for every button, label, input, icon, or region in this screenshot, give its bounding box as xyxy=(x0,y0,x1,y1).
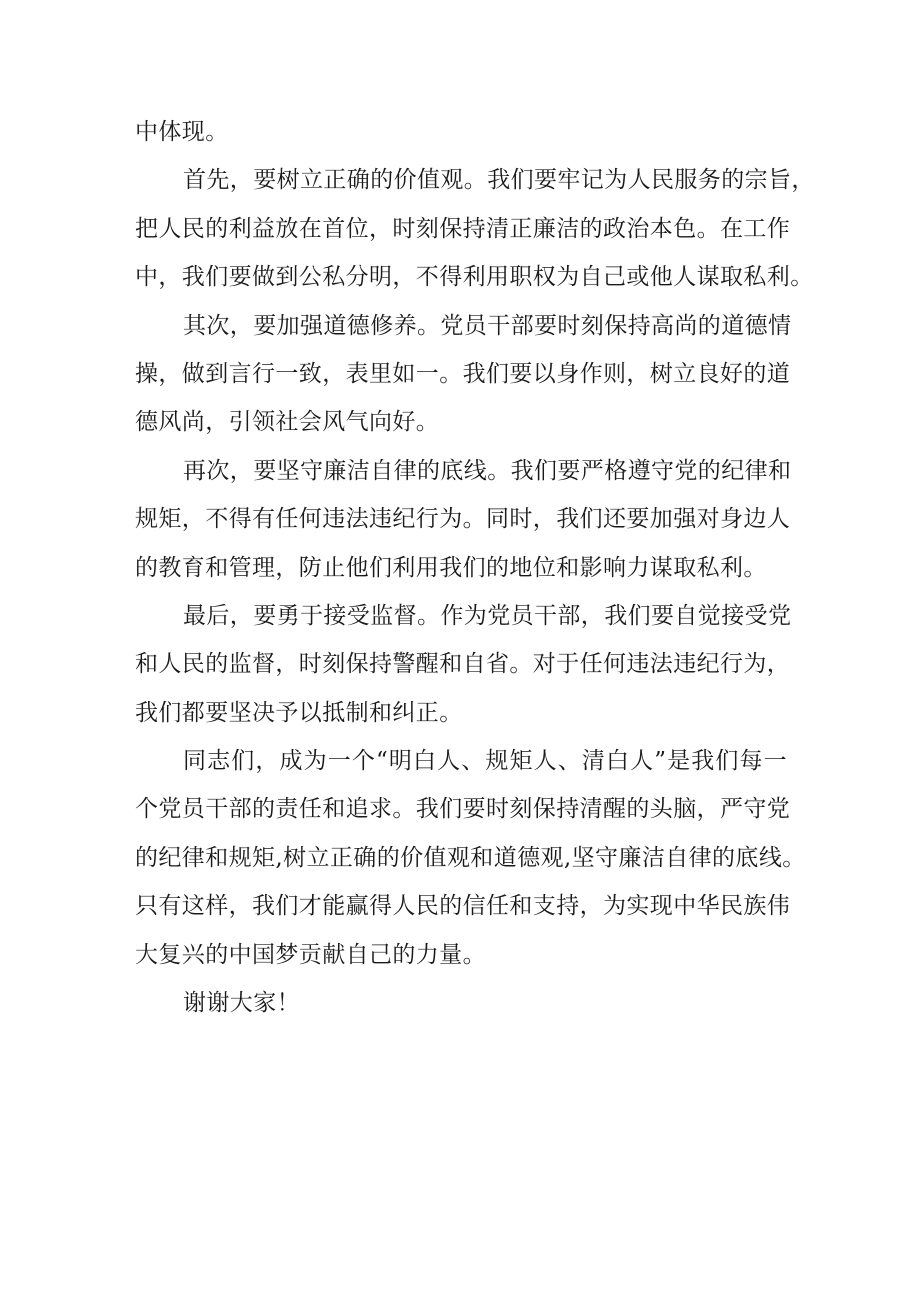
text-line: 操，做到言行一致，表里如一。我们要以身作则，树立良好的道 xyxy=(135,360,791,387)
paragraph-conclusion xyxy=(135,737,806,979)
text-line: 中体现。 xyxy=(135,119,229,145)
paragraph-closing xyxy=(135,979,787,1027)
text-line: 大复兴的中国梦贡献自己的力量。 xyxy=(135,941,486,968)
paragraph-integrity xyxy=(135,447,792,592)
closing-thanks: 谢谢大家！ xyxy=(183,990,300,1017)
paragraph-supervision xyxy=(135,592,792,737)
text-line: 个党员干部的责任和追求。我们要时刻保持清醒的头脑，严守党 xyxy=(135,796,791,823)
text-line: 其次，要加强道德修养。党员干部要时刻保持高尚的道德情 xyxy=(183,312,792,339)
text-line: 只有这样，我们才能赢得人民的信任和支持，为实现中华民族伟 xyxy=(135,893,791,920)
text-line: 我们都要坚决予以抵制和纠正。 xyxy=(135,699,463,726)
text-line: 规矩，不得有任何违法违纪行为。同时，我们还要加强对身边人 xyxy=(135,506,791,533)
text-line: 中，我们要做到公私分明，不得利用职权为自己或他人谋取私利。 xyxy=(135,264,814,291)
paragraph-morality xyxy=(135,302,792,447)
text-line: 把人民的利益放在首位，时刻保持清正廉洁的政治本色。在工作 xyxy=(135,215,791,242)
text-line: 的教育和管理，防止他们利用我们的地位和影响力谋取私利。 xyxy=(135,554,767,581)
text-line: 德风尚，引领社会风气向好。 xyxy=(135,409,440,436)
text-line: 的纪律和规矩,树立正确的价值观和道德观,坚守廉洁自律的底线。 xyxy=(135,844,806,871)
paragraph-values xyxy=(135,156,815,301)
text-line: 同志们，成为一个“明白人、规矩人、清白人”是我们每一 xyxy=(183,748,787,775)
text-line: 和人民的监督，时刻保持警醒和自省。对于任何违法违纪行为， xyxy=(135,651,791,678)
text-line: 首先，要树立正确的价值观。我们要牢记为人民服务的宗旨， xyxy=(183,167,815,194)
text-line: 最后，要勇于接受监督。作为党员干部，我们要自觉接受党 xyxy=(183,602,792,629)
text-line: 再次，要坚守廉洁自律的底线。我们要严格遵守党的纪律和 xyxy=(183,457,792,484)
paragraph-continuation xyxy=(135,108,787,156)
document-body xyxy=(135,108,815,1027)
